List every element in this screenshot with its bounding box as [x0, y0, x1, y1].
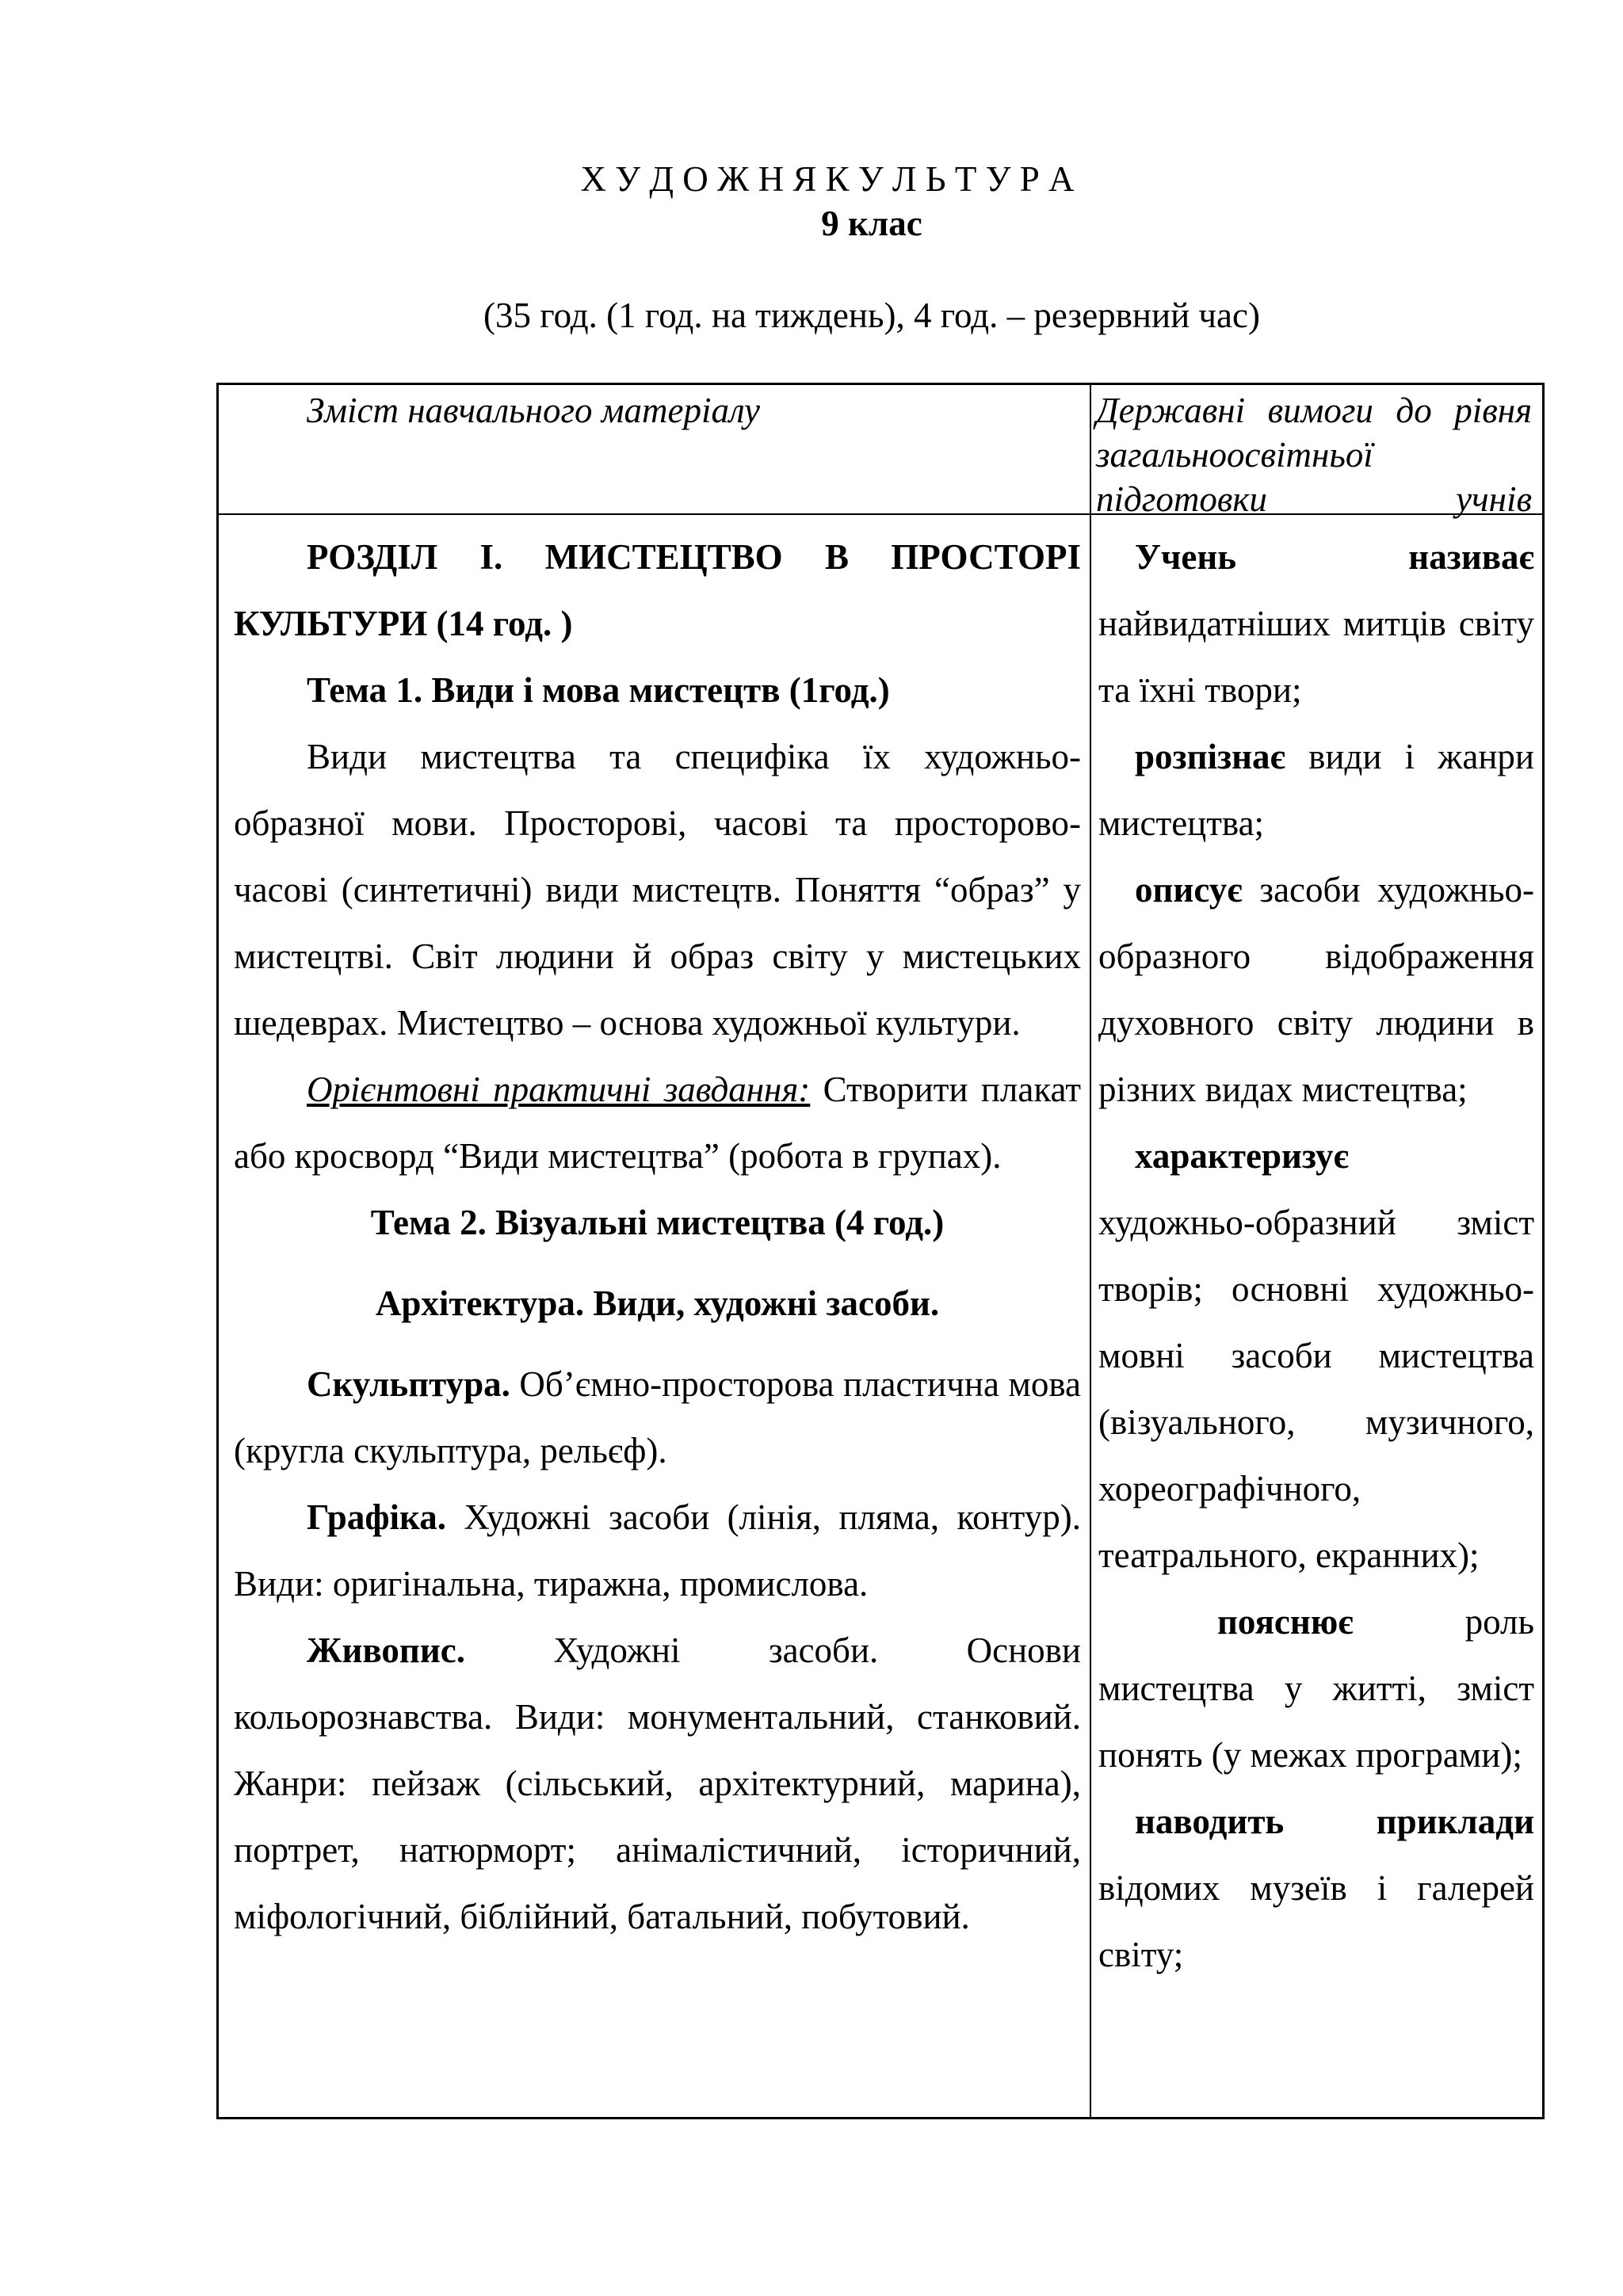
- sculpture-label: Скульптура.: [307, 1364, 510, 1404]
- requirement-names-verb: Учень називає: [1135, 537, 1534, 577]
- column-header-requirements: Державні вимоги до рівня загальноосвітньої підготовки учнів: [1096, 391, 1532, 519]
- requirement-describes: [1098, 856, 1534, 1123]
- sculpture-paragraph: [234, 1351, 1081, 1484]
- requirement-recognizes: [1098, 723, 1534, 856]
- practice-task: [234, 1056, 1081, 1189]
- requirement-names: [1098, 524, 1534, 723]
- column-header-content: Зміст навчального матеріалу: [307, 391, 760, 430]
- requirement-explains: [1098, 1589, 1534, 1788]
- graphics-label: Графіка.: [307, 1497, 446, 1537]
- painting-paragraph: [234, 1617, 1081, 1950]
- curriculum-table: [216, 383, 1545, 2119]
- requirement-explains-verb: пояснює: [1217, 1602, 1354, 1642]
- hours-note: (35 год. (1 год. на тиждень), 4 год. – резервний час): [483, 296, 1260, 335]
- requirement-explains-text: роль мистецтва у житті, зміст понять (у межах програми);: [1098, 1602, 1534, 1775]
- requirement-examples-text: відомих музеїв і галерей світу;: [1098, 1868, 1534, 1974]
- requirement-characterizes: [1098, 1123, 1534, 1589]
- page-title: Х У Д О Ж Н Я К У Л Ь Т У Р А: [580, 159, 1075, 199]
- painting-text: Художні засоби. Основи кольорознавства. Види: монументальний, станковий. Жанри: пейзаж (сільський, архітектурний, марина), портрет, натюрморт; анімалістичний, історичний, міфологічний, біблійний, батальний, побутовий.: [234, 1630, 1081, 1936]
- graphics-paragraph: [234, 1484, 1081, 1617]
- section-heading: РОЗДІЛ І. МИСТЕЦТВО В ПРОСТОРІ КУЛЬТУРИ (14 год. ): [234, 537, 1081, 643]
- topic-1-heading: Тема 1. Види і мова мистецтв (1год.): [307, 670, 890, 710]
- painting-label: Живопис.: [307, 1630, 465, 1670]
- requirement-examples-verb: наводить приклади: [1135, 1802, 1534, 1841]
- requirement-describes-verb: описує: [1135, 870, 1243, 910]
- requirement-names-text: найвидатніших митців світу та їхні твори;: [1098, 604, 1534, 710]
- requirement-describes-text: засоби художньо-образного відображення духовного світу людини в різних видах мистецтва;: [1098, 870, 1534, 1109]
- topic-2-heading: Тема 2. Візуальні мистецтва (4 год.): [370, 1203, 945, 1242]
- column-divider: [1090, 385, 1091, 2117]
- sculpture-text: Об’ємно-просторова пластична мова (кругла скульптура, рельєф).: [234, 1364, 1081, 1470]
- architecture-heading: Архітектура. Види, художні засоби.: [375, 1283, 940, 1323]
- requirements-column: [1098, 524, 1534, 1988]
- requirement-examples: [1098, 1788, 1534, 1988]
- topic-1-text: Види мистецтва та специфіка їх художньо-образної мови. Просторові, часові та просторово-часові (синтетичні) види мистецтв. Поняття “образ” у мистецтві. Світ людини й образ світу у мистецьких шедеврах. Мистецтво – основа художньої культури.: [234, 737, 1081, 1043]
- requirement-characterizes-verb: характеризує: [1135, 1136, 1349, 1176]
- graphics-text: Художні засоби (лінія, пляма, контур). Види: оригінальна, тиражна, промислова.: [234, 1497, 1081, 1604]
- practice-label: Орієнтовні практичні завдання:: [307, 1070, 811, 1109]
- requirement-characterizes-text: художньо-образний зміст творів; основні художньо-мовні засоби мистецтва (візуального, музичного, хореографічного, театрального, екранних);: [1098, 1203, 1534, 1575]
- content-column: [234, 524, 1081, 1950]
- requirement-recognizes-verb: розпізнає: [1135, 737, 1285, 776]
- practice-text: Створити плакат або кросворд “Види мистецтва” (робота в групах).: [234, 1070, 1081, 1176]
- requirement-recognizes-text: види і жанри мистецтва;: [1098, 737, 1534, 843]
- page-subtitle: 9 клас: [821, 204, 922, 243]
